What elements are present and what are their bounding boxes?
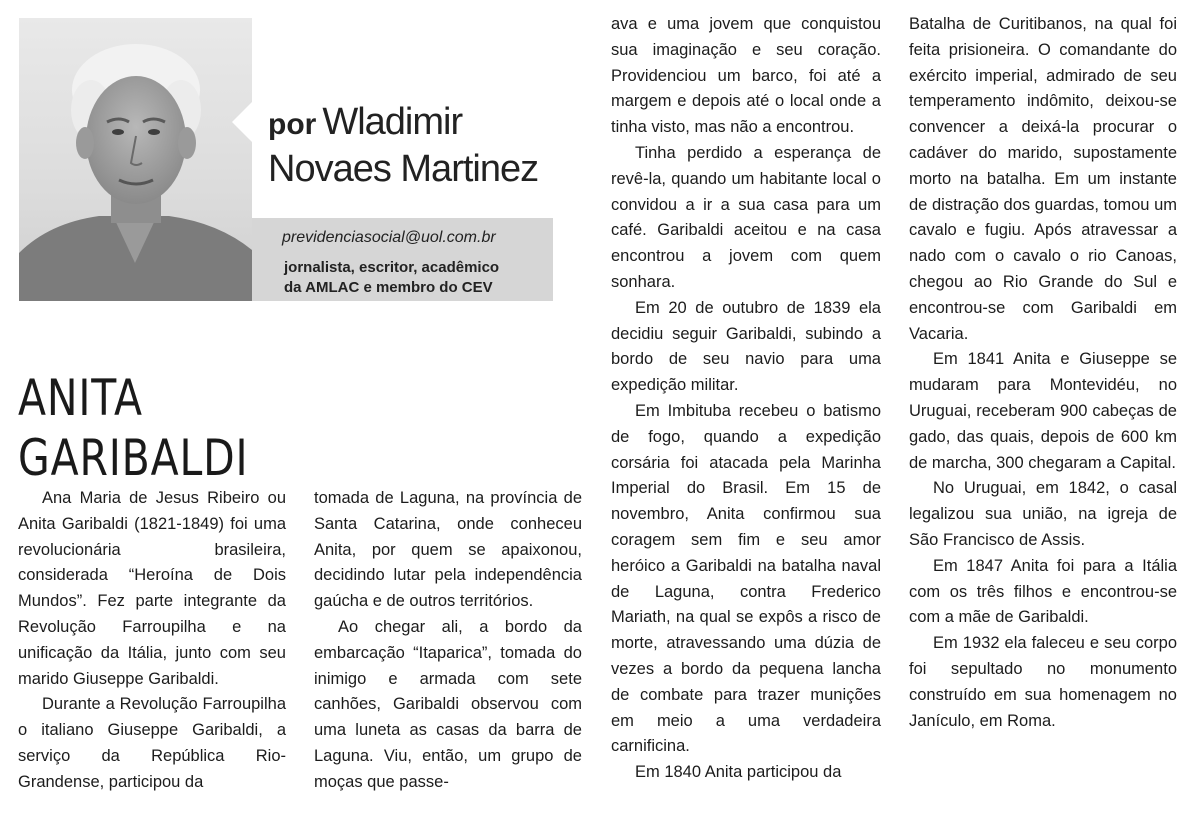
author-portrait bbox=[19, 18, 252, 301]
photo-notch bbox=[232, 100, 254, 144]
paragraph: No Uruguai, em 1842, o casal legalizou sua união, na igreja de São Francisco de Assis. bbox=[909, 479, 1177, 549]
paragraph: ava e uma jovem que conquistou sua imaginação e seu coração. Providenciou um barco, foi até a margem e depois até o local onde a tinha visto, mas não a encontrou. bbox=[611, 15, 881, 137]
paragraph: Batalha de Curitibanos, na qual foi feita prisioneira. O comandante do exército imperial, admirado de seu temperamento indômito, deixou-se convencer a deixá-la procurar o cadáver do marido, supostamente morto na batalha. Em um instante de distração dos guardas, tomou um cavalo e fugiu. Após atravessar a nado com o cavalo o rio Canoas, chegou ao Rio Grande do Sul e encontrou-se com Garibaldi em Vacaria. bbox=[909, 15, 1177, 343]
paragraph: Em 1932 ela faleceu e seu corpo foi sepultado no monumento construído em sua homenagem no Janículo, em Roma. bbox=[909, 634, 1177, 730]
paragraph: Em 1840 Anita participou da bbox=[635, 763, 842, 782]
author-bio bbox=[284, 258, 546, 298]
paragraph: Em 1847 Anita foi para a Itália com os três filhos e encontrou-se com a mãe de Garibaldi. bbox=[909, 556, 1177, 627]
author-bio-line2: da AMLAC e membro do CEV bbox=[284, 279, 493, 296]
paragraph: tomada de Laguna, na província de Santa Catarina, onde conheceu Anita, por quem se apaixonou, decidindo lutar pela independência gaúcha e de outros territórios. bbox=[314, 489, 582, 611]
paragraph: Ao chegar ali, a bordo da embarcação “Itaparica”, tomada do inimigo e armada com sete canhões, Garibaldi observou com uma luneta as casas da barra de Laguna. Viu, então, um grupo de moças que passe- bbox=[314, 617, 582, 791]
paragraph: Em Imbituba recebeu o batismo de fogo, quando a expedição corsária foi atacada pela Marinha Imperial do Brasil. Em 15 de novembro, Anita confirmou sua coragem sem fim e seu amor heróico a Garibaldi na batalha naval de Laguna, contra Frederico Mariath, na qual se expôs a risco de morte, atravessando uma dúzia de vezes a bordo da pequena lancha de combate para trazer munições em meio a uma verdadeira carnificina. bbox=[611, 401, 881, 756]
author-first-name: Wladimir bbox=[322, 101, 463, 143]
paragraph: Durante a Revolução Farroupilha o italiano Giuseppe Garibaldi, a serviço da República Rio-Grandense, participou da bbox=[18, 695, 286, 791]
article-column-1 bbox=[18, 486, 286, 796]
article-title: ANITA GARIBALDI bbox=[18, 369, 249, 487]
author-byline bbox=[268, 100, 588, 191]
author-bio-line1: jornalista, escritor, acadêmico bbox=[284, 259, 500, 276]
paragraph: Ana Maria de Jesus Ribeiro ou Anita Garibaldi (1821-1849) foi uma revolucionária brasileira, considerada “Heroína de Dois Mundos”. Fez parte integrante da Revolução Farroupilha e na unificação da Itália, junto com seu marido Giuseppe Garibaldi. bbox=[18, 489, 286, 688]
article-column-3 bbox=[611, 12, 881, 786]
article-column-4 bbox=[909, 12, 1177, 734]
paragraph: Em 1841 Anita e Giuseppe se mudaram para Montevidéu, no Uruguai, receberam 900 cabeças de gado, das quais, depois de 600 km de marcha, 300 chegaram a Capital. bbox=[909, 350, 1177, 472]
author-name-line1 bbox=[268, 100, 588, 147]
author-photo bbox=[19, 18, 252, 301]
author-name-line2: Novaes Martinez bbox=[268, 148, 539, 190]
paragraph: Tinha perdido a esperança de revê-la, quando um habitante local o convidou a ir a sua casa para um café. Garibaldi aceitou e na casa encontrou a jovem com quem sonhara. bbox=[611, 143, 881, 291]
byline-prefix: por bbox=[268, 108, 317, 141]
article-column-2 bbox=[314, 486, 582, 796]
paragraph: Em 20 de outubro de 1839 ela decidiu seguir Garibaldi, subindo a bordo de seu navio para uma expedição militar. bbox=[611, 298, 881, 395]
author-email[interactable]: previdenciasocial@uol.com.br bbox=[282, 229, 496, 246]
